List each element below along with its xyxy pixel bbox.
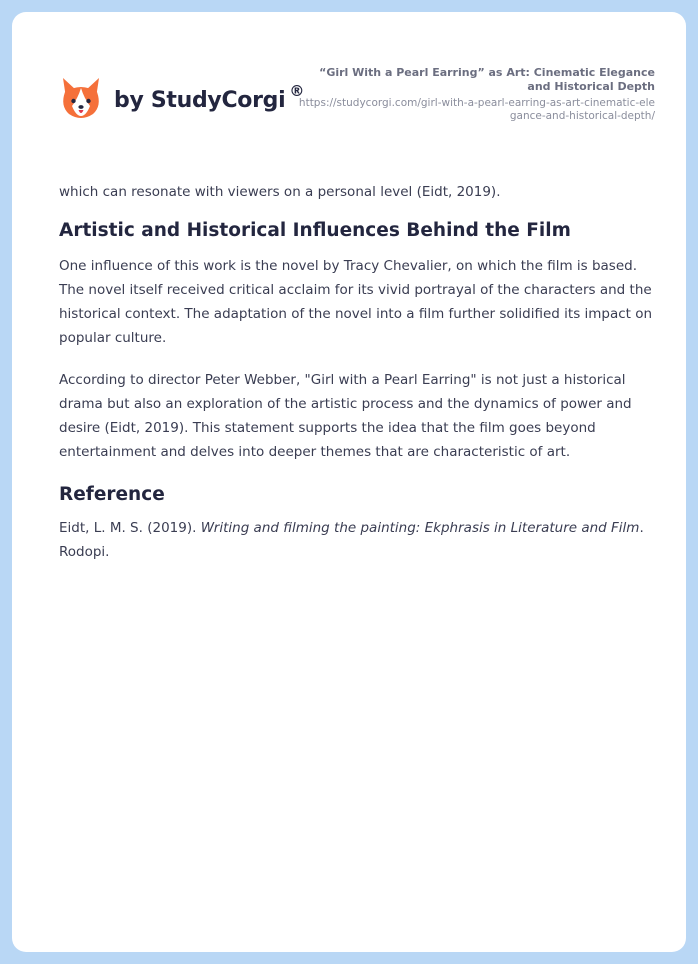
document-url[interactable]: https://studycorgi.com/girl-with-a-pearl-earring-as-art-cinematic-elegance-and-historical-depth/ [298,97,655,122]
page-header [12,12,686,162]
body-paragraph-2: According to director Peter Webber, "Girl with a Pearl Earring" is not just a historical drama but also an exploration of the artistic process and the dynamics of power and desire (Eidt, 2019). This statement supports the idea that the film goes beyond entertainment and delves into deeper themes that are characteristic of art. [59,372,632,460]
intro-paragraph: which can resonate with viewers on a personal level (Eidt, 2019). [59,184,501,200]
reference-entry [59,516,659,564]
reference-title: Writing and filming the painting: Ekphrasis in Literature and Film [200,520,640,536]
corgi-icon [60,76,102,122]
section-heading: Artistic and Historical Influences Behind the Film [59,220,571,241]
document-meta [295,66,655,123]
reference-publisher: . Rodopi. [59,520,644,560]
registered-mark: ® [289,81,305,100]
document-title: “Girl With a Pearl Earring” as Art: Cinematic Elegance and Historical Depth [319,66,655,93]
brand-name: by StudyCorgi ® [114,81,305,113]
body-paragraph-1: One influence of this work is the novel by Tracy Chevalier, on which the film is based. The novel itself received critical acclaim for its vivid portrayal of the characters and the historical context. The adaptation of the novel into a film further solidified its impact on popular culture. [59,258,653,346]
reference-heading: Reference [59,484,165,505]
document-body [59,180,659,564]
studycorgi-logo[interactable] [60,76,304,122]
document-page [12,12,686,952]
reference-authors: Eidt, L. M. S. (2019). [59,520,201,536]
